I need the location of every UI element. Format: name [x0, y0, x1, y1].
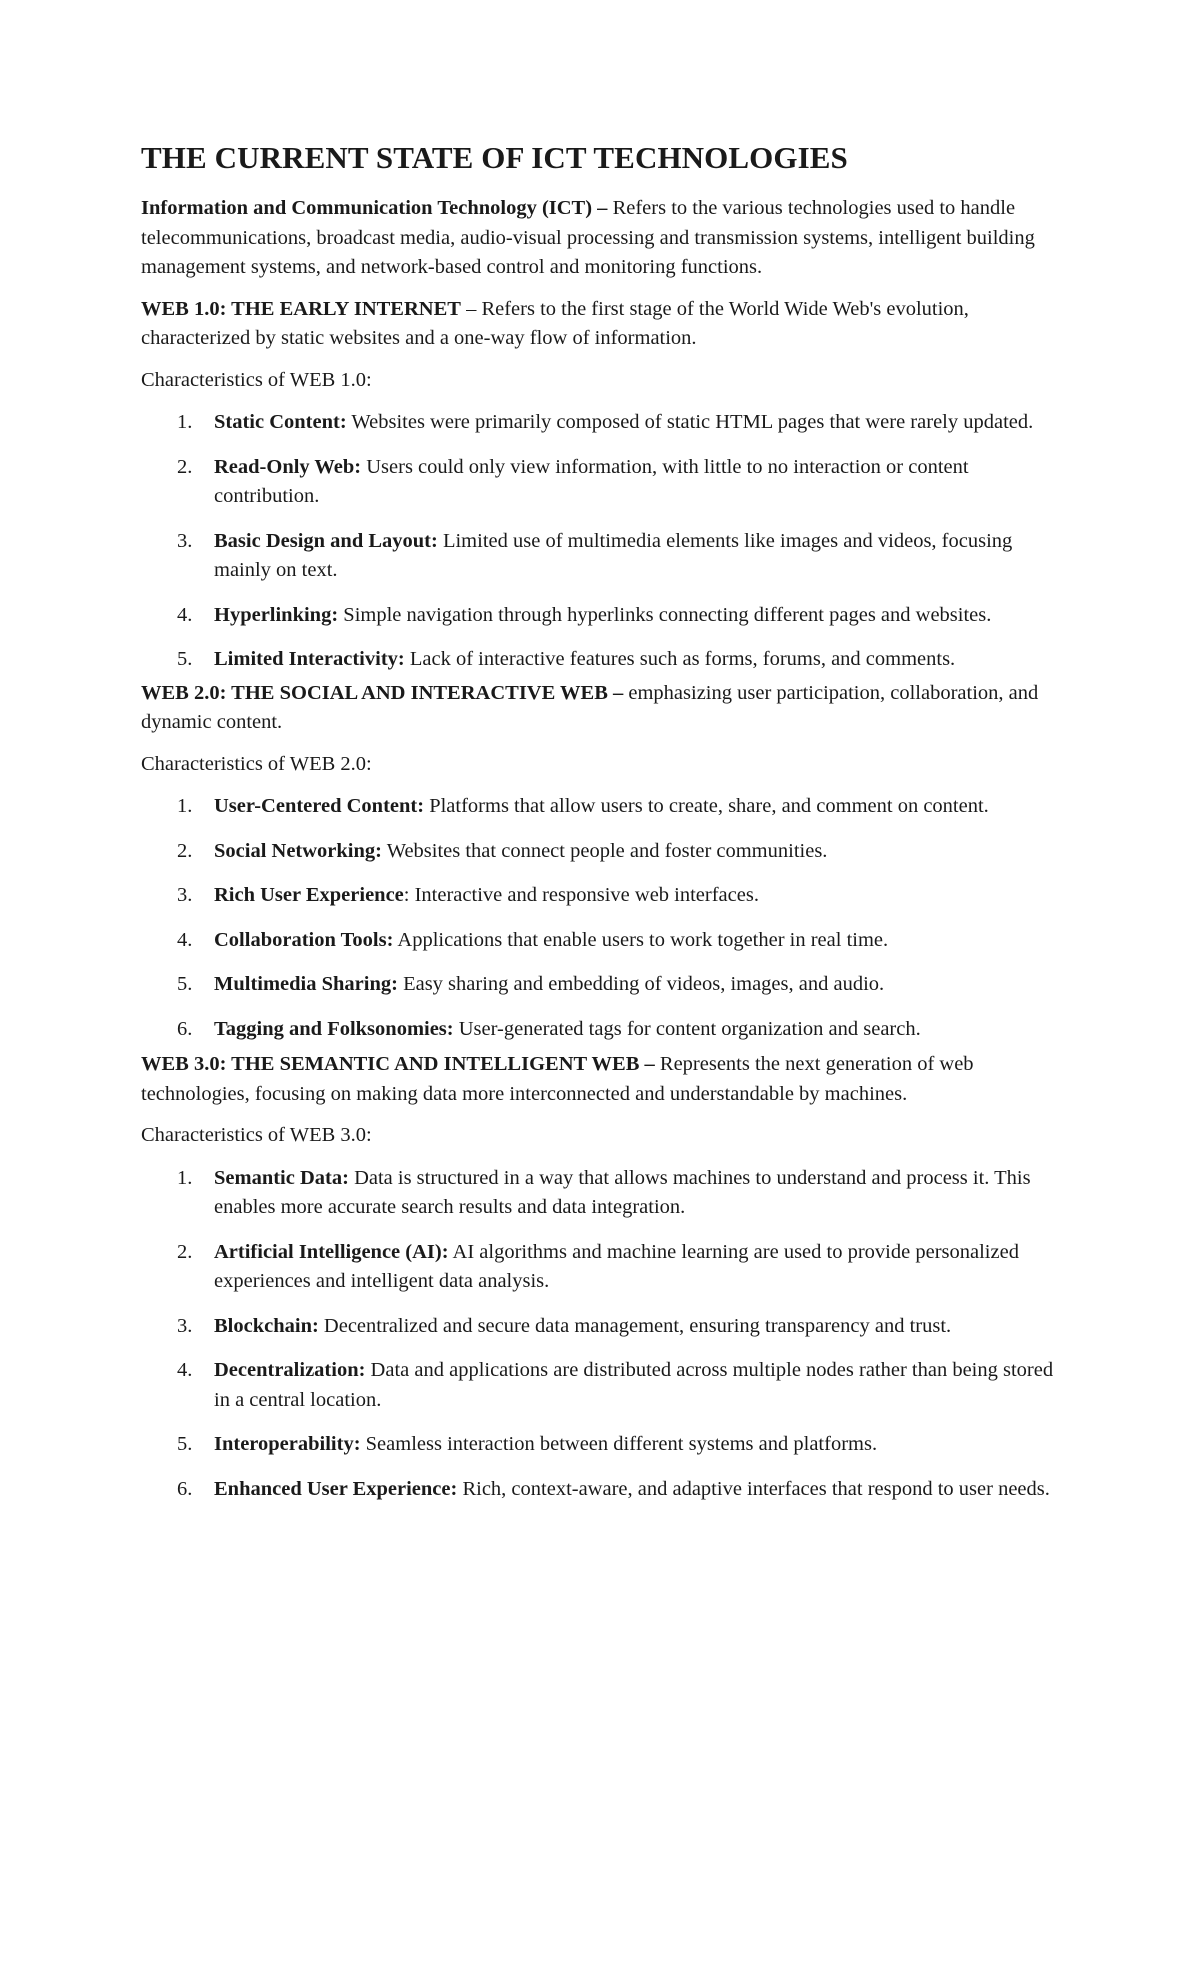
- list-term: Tagging and Folksonomies:: [214, 1017, 454, 1040]
- document-page: [141, 140, 1071, 1512]
- web2-intro: [141, 679, 1071, 738]
- web3-intro: [141, 1050, 1071, 1109]
- list-number: 5.: [177, 1433, 193, 1455]
- list-text: Websites were primarily composed of static HTML pages that were rarely updated.: [346, 411, 1034, 433]
- list-number: 2.: [177, 1240, 193, 1263]
- list-number: 4.: [177, 1359, 193, 1381]
- list-number: 4.: [177, 603, 193, 626]
- list-term: User-Centered Content:: [214, 795, 425, 817]
- list-text: Lack of interactive features such as forms, forums, and comments.: [404, 648, 956, 670]
- list-item: [141, 527, 1071, 586]
- list-term: Collaboration Tools:: [214, 928, 394, 951]
- web1-intro: [141, 295, 1071, 354]
- ict-term: Information and Communication Technology (ICT) –: [141, 197, 608, 219]
- list-item: [141, 926, 1071, 956]
- list-number: 3.: [177, 529, 193, 552]
- list-text: Easy sharing and embedding of videos, images, and audio.: [397, 973, 885, 995]
- list-term: Blockchain:: [214, 1314, 319, 1337]
- ict-text: Refers to the various technologies used to handle telecommunications, broadcast media, audio-visual processing and transmission systems, intelligent building management systems, and network-based control and monitoring functions.: [141, 197, 1035, 278]
- web2-characteristics-label: Characteristics of WEB 2.0:: [141, 752, 372, 775]
- list-item: [141, 408, 1071, 438]
- list-term: Decentralization:: [214, 1359, 366, 1381]
- web1-heading: WEB 1.0: THE EARLY INTERNET: [141, 297, 461, 320]
- web2-list: [141, 792, 1071, 1044]
- list-number: 1.: [177, 795, 193, 817]
- list-term: Multimedia Sharing:: [214, 973, 398, 995]
- list-number: 4.: [177, 928, 193, 951]
- web3-text: Represents the next generation of web technologies, focusing on making data more interconnected and understandable by machines.: [141, 1053, 974, 1105]
- web3-heading: WEB 3.0: THE SEMANTIC AND INTELLIGENT WEB –: [141, 1053, 655, 1075]
- web1-text: – Refers to the first stage of the World Wide Web's evolution, characterized by static websites and a one-way flow of information.: [141, 297, 969, 349]
- web1-characteristics-label: Characteristics of WEB 1.0:: [141, 368, 372, 391]
- ict-definition: [141, 194, 1071, 283]
- list-item: [141, 1164, 1071, 1223]
- list-number: 3.: [177, 1314, 193, 1337]
- list-text: Simple navigation through hyperlinks connecting different pages and websites.: [338, 603, 992, 626]
- web2-text: emphasizing user participation, collaboration, and dynamic content.: [141, 681, 1039, 733]
- list-number: 6.: [177, 1017, 193, 1040]
- list-text: Limited use of multimedia elements like images and videos, focusing mainly on text.: [214, 529, 1013, 581]
- list-item: [141, 792, 1071, 822]
- web1-list: [141, 408, 1071, 675]
- list-number: 2.: [177, 455, 193, 478]
- list-item: [141, 881, 1071, 911]
- list-text: Users could only view information, with little to no interaction or content contribution.: [214, 455, 969, 507]
- list-number: 6.: [177, 1477, 193, 1500]
- list-term: Artificial Intelligence (AI):: [214, 1240, 449, 1263]
- list-text: Platforms that allow users to create, share, and comment on content.: [424, 795, 989, 817]
- list-text: Applications that enable users to work together in real time.: [393, 928, 889, 951]
- list-text: : Interactive and responsive web interfaces.: [403, 884, 759, 906]
- list-number: 1.: [177, 1166, 193, 1189]
- page-title: THE CURRENT STATE OF ICT TECHNOLOGIES: [141, 140, 848, 175]
- list-term: Social Networking:: [214, 839, 382, 862]
- list-item: [141, 1015, 1071, 1045]
- list-text: Rich, context-aware, and adaptive interfaces that respond to user needs.: [457, 1477, 1050, 1500]
- list-number: 3.: [177, 884, 193, 906]
- list-term: Basic Design and Layout:: [214, 529, 438, 552]
- list-item: [141, 837, 1071, 867]
- list-text: AI algorithms and machine learning are used to provide personalized experiences and intelligent data analysis.: [214, 1240, 1019, 1292]
- list-item: [141, 453, 1071, 512]
- list-text: Data is structured in a way that allows machines to understand and process it. This enables more accurate search results and data integration.: [214, 1166, 1031, 1218]
- list-item: [141, 1475, 1071, 1505]
- list-item: [141, 1238, 1071, 1297]
- list-term: Read-Only Web:: [214, 455, 362, 478]
- list-item: [141, 1356, 1071, 1415]
- list-term: Enhanced User Experience:: [214, 1477, 458, 1500]
- web2-heading: WEB 2.0: THE SOCIAL AND INTERACTIVE WEB –: [141, 681, 624, 704]
- list-number: 1.: [177, 411, 193, 433]
- list-item: [141, 1312, 1071, 1342]
- list-item: [141, 645, 1071, 675]
- web3-list: [141, 1164, 1071, 1505]
- list-term: Semantic Data:: [214, 1166, 349, 1189]
- list-text: User-generated tags for content organization and search.: [453, 1017, 921, 1040]
- list-term: Rich User Experience: [214, 884, 404, 906]
- list-term: Limited Interactivity:: [214, 648, 405, 670]
- list-number: 5.: [177, 973, 193, 995]
- list-term: Hyperlinking:: [214, 603, 339, 626]
- list-text: Websites that connect people and foster communities.: [381, 839, 828, 862]
- list-number: 2.: [177, 839, 193, 862]
- list-text: Seamless interaction between different systems and platforms.: [360, 1433, 878, 1455]
- list-item: [141, 1430, 1071, 1460]
- web3-characteristics-label: Characteristics of WEB 3.0:: [141, 1124, 372, 1146]
- list-term: Interoperability:: [214, 1433, 361, 1455]
- list-item: [141, 601, 1071, 631]
- list-item: [141, 970, 1071, 1000]
- list-number: 5.: [177, 648, 193, 670]
- list-text: Data and applications are distributed across multiple nodes rather than being stored in a central location.: [214, 1359, 1054, 1411]
- list-term: Static Content:: [214, 411, 347, 433]
- list-text: Decentralized and secure data management, ensuring transparency and trust.: [318, 1314, 952, 1337]
